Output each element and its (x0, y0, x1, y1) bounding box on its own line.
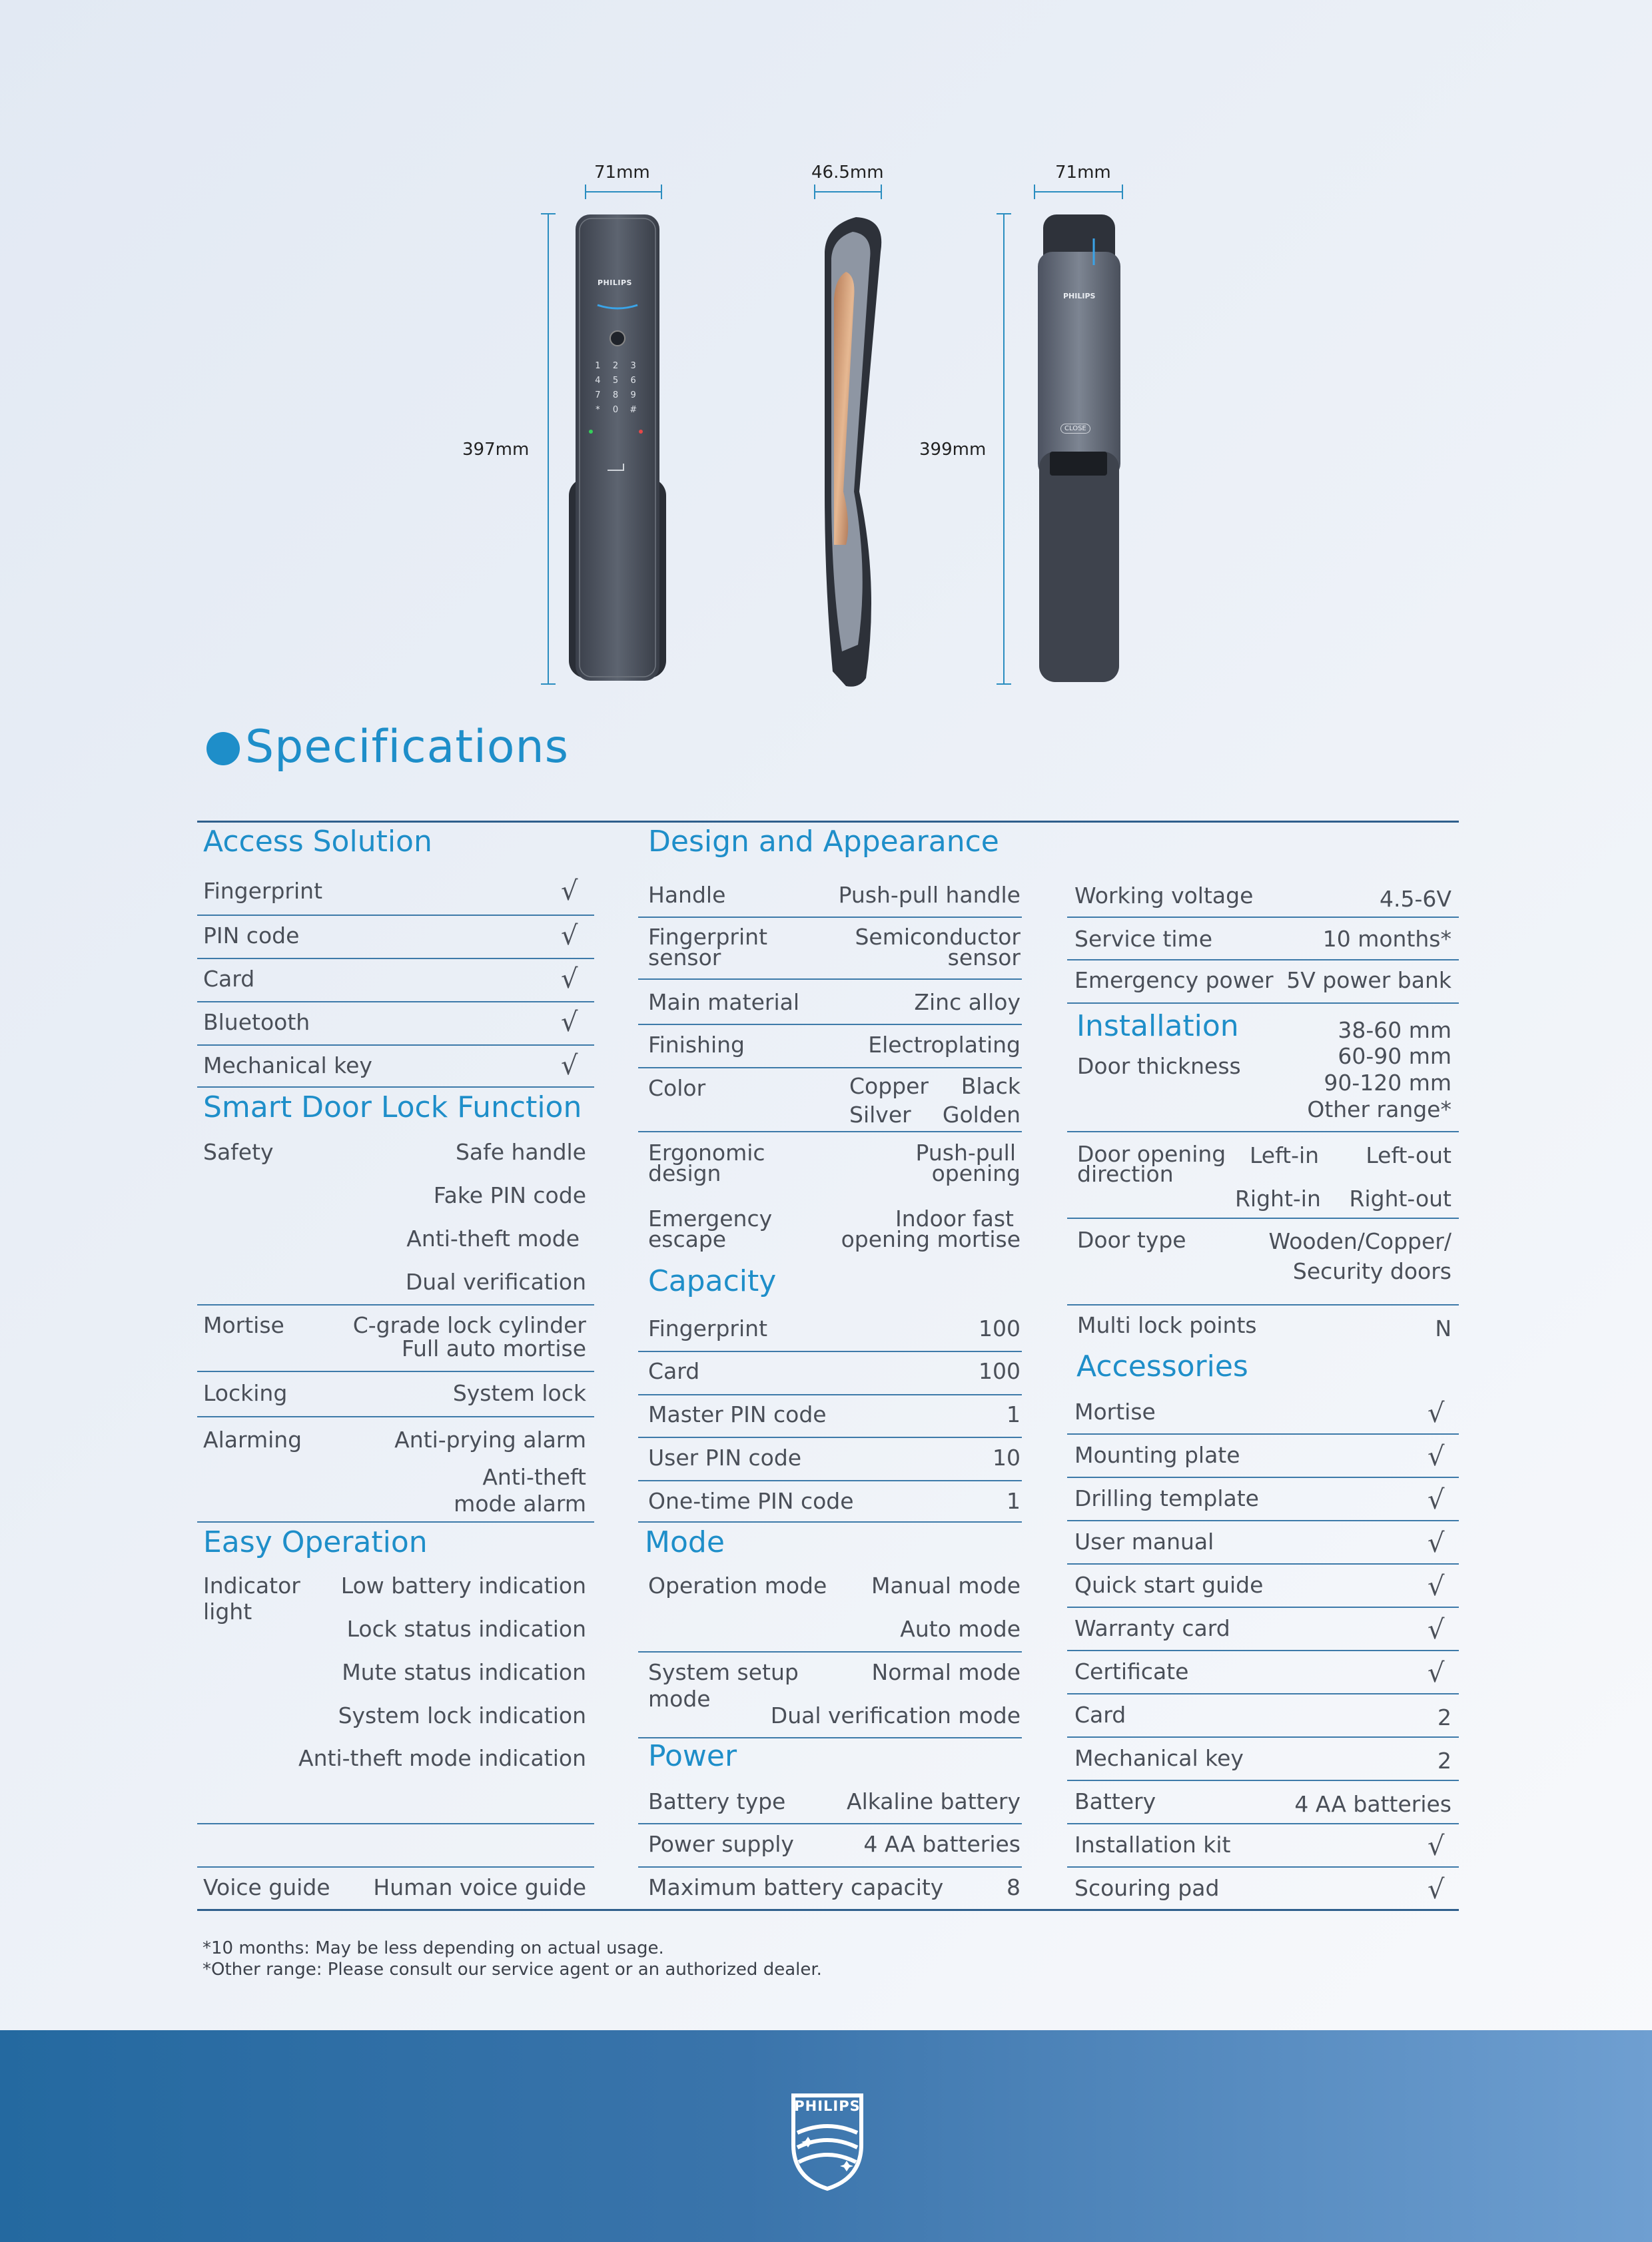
accessories-heading: Accessories (1076, 1349, 1248, 1383)
check-icon: √ (1428, 1658, 1445, 1688)
access-fingerprint: Fingerprint (203, 878, 323, 904)
mortise-label: Mortise (203, 1312, 284, 1338)
row-divider (638, 1024, 1022, 1025)
keypad-key[interactable]: 4 (595, 376, 601, 386)
opening-label: Door opening (1077, 1141, 1226, 1167)
row-divider (638, 1823, 1022, 1824)
row-divider (197, 1371, 594, 1372)
front-height-label: 397mm (462, 440, 530, 460)
keypad-key[interactable]: 7 (595, 390, 601, 400)
row-divider (197, 1866, 594, 1868)
table-bottom-rule (197, 1909, 1459, 1911)
thickness-value: 60-90 mm (1338, 1043, 1451, 1069)
opening-label: direction (1077, 1161, 1174, 1187)
alarming-value: mode alarm (454, 1491, 586, 1517)
mortise-value: C-grade lock cylinder (352, 1312, 586, 1338)
accessory-value: 4 AA batteries (1294, 1791, 1451, 1817)
row-divider (638, 1067, 1022, 1068)
accessory-label: Scouring pad (1074, 1875, 1220, 1901)
lock-side-image (819, 212, 893, 691)
row-divider (197, 915, 594, 916)
row-divider (1067, 1650, 1459, 1651)
row-divider (1067, 959, 1459, 960)
footnote: *Other range: Please consult our service agent or an authorized dealer. (203, 1960, 822, 1980)
operation-mode-value: Manual mode (871, 1573, 1021, 1599)
row-divider (1067, 917, 1459, 918)
lock-back-image (1036, 212, 1122, 686)
check-icon: √ (1428, 1615, 1445, 1645)
keypad-key[interactable]: 2 (612, 361, 619, 371)
bullet-icon (206, 732, 240, 765)
capacity-label: Fingerprint (648, 1315, 768, 1341)
indicator-value: Anti-theft mode indication (298, 1745, 586, 1771)
page-title: Specifications (245, 721, 570, 773)
accessory-label: Certificate (1074, 1659, 1189, 1684)
indicator-label: Indicator (203, 1573, 300, 1599)
operation-mode-value: Auto mode (900, 1616, 1021, 1642)
ergonomic-value: Push-pull (915, 1140, 1016, 1166)
electrical-label: Working voltage (1074, 883, 1254, 909)
finishing-value: Electroplating (868, 1032, 1021, 1058)
opening-value: Left-out (1366, 1142, 1451, 1168)
fp-sensor-label: sensor (648, 944, 721, 970)
check-icon: √ (1428, 1441, 1445, 1472)
row-divider (1067, 1131, 1459, 1132)
fp-sensor-value: Semiconductor (855, 924, 1021, 950)
door-type-value: Wooden/Copper/ (1268, 1228, 1451, 1254)
row-divider (1067, 1563, 1459, 1565)
row-divider (638, 1866, 1022, 1868)
check-icon: √ (1428, 1571, 1445, 1602)
accessory-value: 2 (1438, 1748, 1451, 1774)
electrical-label: Service time (1074, 926, 1213, 952)
setup-mode-value: Normal mode (871, 1659, 1021, 1685)
front-width-label: 71mm (594, 163, 650, 183)
accessory-label: User manual (1074, 1529, 1214, 1555)
color-value: Golden (942, 1102, 1021, 1128)
escape-label: Emergency (648, 1206, 773, 1232)
color-value: Black (961, 1073, 1021, 1099)
safety-value: Anti-theft mode (406, 1226, 580, 1252)
color-value: Copper (849, 1073, 929, 1099)
table-top-rule (197, 821, 1459, 823)
escape-label: escape (648, 1226, 727, 1252)
ergonomic-label: design (648, 1160, 721, 1186)
safety-value: Safe handle (455, 1139, 586, 1165)
electrical-label: Emergency power (1074, 967, 1274, 993)
row-divider (197, 958, 594, 959)
back-height-label: 399mm (919, 440, 987, 460)
indicator-value: Mute status indication (342, 1659, 586, 1685)
check-icon: √ (561, 876, 578, 907)
row-divider (197, 1086, 594, 1088)
power-label: Power supply (648, 1831, 794, 1857)
multi-lock-label: Multi lock points (1077, 1312, 1257, 1338)
smart-heading: Smart Door Lock Function (203, 1090, 582, 1124)
safety-value: Dual verification (405, 1269, 586, 1295)
row-divider (1067, 1218, 1459, 1219)
power-value: 8 (1007, 1874, 1021, 1900)
thickness-value: 38-60 mm (1338, 1017, 1451, 1043)
indicator-value: Lock status indication (346, 1616, 586, 1642)
row-divider (638, 1351, 1022, 1352)
accessory-label: Installation kit (1074, 1832, 1231, 1858)
opening-value: Right-in (1235, 1186, 1321, 1212)
front-height-line (548, 213, 549, 685)
accessory-value: 2 (1438, 1704, 1451, 1730)
row-divider (638, 978, 1022, 980)
footnote: *10 months: May be less depending on actual usage. (203, 1938, 664, 1958)
electrical-value: 4.5-6V (1380, 886, 1451, 912)
thickness-value: Other range* (1307, 1096, 1451, 1122)
row-divider (638, 1394, 1022, 1395)
keypad-key[interactable]: 6 (630, 376, 636, 386)
locking-label: Locking (203, 1380, 288, 1406)
row-divider (197, 1823, 594, 1824)
setup-mode-label: System setup (648, 1659, 799, 1685)
electrical-value: 10 months* (1322, 926, 1451, 952)
row-divider (638, 1521, 1022, 1523)
close-button-label[interactable]: CLOSE (1060, 424, 1090, 434)
escape-value: Indoor fast (895, 1206, 1014, 1232)
check-icon: √ (1428, 1398, 1445, 1429)
back-width-line (1034, 191, 1123, 192)
capacity-value: 100 (979, 1315, 1021, 1341)
row-divider (1067, 1477, 1459, 1478)
capacity-value: 100 (979, 1358, 1021, 1384)
row-divider (1067, 1520, 1459, 1521)
back-height-line (1003, 213, 1005, 685)
handle-value: Push-pull handle (838, 882, 1021, 908)
row-divider (1067, 1304, 1459, 1306)
escape-value: opening mortise (841, 1226, 1021, 1252)
easy-heading: Easy Operation (203, 1525, 428, 1559)
capacity-value: 10 (993, 1445, 1021, 1471)
handle-label: Handle (648, 882, 726, 908)
capacity-heading: Capacity (648, 1264, 777, 1298)
installation-heading: Installation (1076, 1009, 1239, 1043)
opening-value: Right-out (1349, 1186, 1451, 1212)
front-brand-label: PHILIPS (598, 278, 632, 287)
row-divider (638, 1131, 1022, 1132)
indicator-label: light (203, 1599, 252, 1625)
row-divider (197, 1521, 594, 1523)
check-icon: √ (561, 921, 578, 951)
power-label: Battery type (648, 1788, 786, 1814)
power-label: Maximum battery capacity (648, 1874, 944, 1900)
keypad (589, 361, 642, 415)
access-card: Card (203, 966, 255, 992)
thickness-value: 90-120 mm (1324, 1070, 1451, 1096)
footer-band (0, 2030, 1652, 2242)
side-depth-label: 46.5mm (811, 163, 884, 183)
voice-value: Human voice guide (373, 1874, 586, 1900)
check-icon: √ (1428, 1485, 1445, 1515)
row-divider (1067, 1433, 1459, 1435)
capacity-label: Master PIN code (648, 1401, 827, 1427)
operation-mode-label: Operation mode (648, 1573, 827, 1599)
footer-brand: PHILIPS (794, 2098, 861, 2114)
thickness-label: Door thickness (1077, 1053, 1241, 1079)
keypad-key[interactable]: 5 (612, 376, 619, 386)
access-heading: Access Solution (203, 825, 432, 859)
keypad-key[interactable]: 9 (630, 390, 636, 400)
accessory-label: Mounting plate (1074, 1442, 1240, 1468)
back-width-label: 71mm (1055, 163, 1111, 183)
row-divider (197, 1304, 594, 1306)
keypad-key[interactable]: # (629, 405, 637, 415)
keypad-key[interactable]: 0 (612, 405, 619, 415)
color-value: Silver (849, 1102, 911, 1128)
accessory-label: Battery (1074, 1788, 1156, 1814)
check-icon: √ (561, 1050, 578, 1081)
power-value: Alkaline battery (847, 1788, 1021, 1814)
capacity-label: User PIN code (648, 1445, 802, 1471)
capacity-value: 1 (1007, 1488, 1021, 1514)
access-pin-code: PIN code (203, 923, 300, 948)
access-mechanical-key: Mechanical key (203, 1052, 372, 1078)
row-divider (197, 1044, 594, 1046)
locking-value: System lock (452, 1380, 586, 1406)
material-label: Main material (648, 989, 800, 1015)
electrical-value: 5V power bank (1286, 967, 1451, 993)
setup-mode-value: Dual verification mode (770, 1702, 1021, 1728)
fp-sensor-label: Fingerprint (648, 924, 768, 950)
keypad-key[interactable]: * (596, 405, 600, 415)
accessory-label: Card (1074, 1702, 1126, 1728)
alarming-label: Alarming (203, 1427, 302, 1453)
multi-lock-value: N (1435, 1315, 1451, 1341)
keypad-key[interactable]: 1 (595, 361, 601, 371)
row-divider (1067, 1866, 1459, 1868)
power-value: 4 AA batteries (863, 1831, 1021, 1857)
row-divider (1067, 1780, 1459, 1781)
row-divider (638, 1480, 1022, 1481)
alarming-value: Anti-prying alarm (394, 1427, 586, 1453)
setup-mode-label: mode (648, 1686, 711, 1712)
row-divider (638, 1737, 1022, 1738)
material-value: Zinc alloy (914, 989, 1021, 1015)
check-icon: √ (561, 1007, 578, 1038)
capacity-value: 1 (1007, 1401, 1021, 1427)
keypad-key[interactable]: 8 (612, 390, 619, 400)
check-icon: √ (561, 964, 578, 994)
row-divider (638, 1437, 1022, 1438)
accessory-label: Warranty card (1074, 1615, 1230, 1641)
row-divider (1067, 1693, 1459, 1694)
indicator-value: Low battery indication (340, 1573, 586, 1599)
door-type-value: Security doors (1292, 1258, 1451, 1284)
accessory-label: Quick start guide (1074, 1572, 1264, 1598)
safety-label: Safety (203, 1139, 274, 1165)
check-icon: √ (1428, 1874, 1445, 1905)
capacity-label: One-time PIN code (648, 1488, 854, 1514)
keypad-key[interactable]: 3 (630, 361, 636, 371)
row-divider (1067, 1607, 1459, 1608)
power-heading: Power (648, 1739, 737, 1773)
accessory-label: Mortise (1074, 1399, 1156, 1425)
color-label: Color (648, 1075, 706, 1101)
mortise-value: Full auto mortise (401, 1335, 586, 1361)
row-divider (638, 917, 1022, 918)
front-width-line (585, 191, 662, 192)
accessory-label: Drilling template (1074, 1485, 1259, 1511)
row-divider (197, 1416, 594, 1417)
fp-sensor-value: sensor (947, 944, 1021, 970)
voice-label: Voice guide (203, 1874, 330, 1900)
design-heading: Design and Appearance (648, 825, 999, 859)
row-divider (638, 1651, 1022, 1653)
back-brand-label: PHILIPS (1063, 292, 1096, 300)
row-divider (1067, 1736, 1459, 1738)
ergonomic-value: opening (931, 1160, 1021, 1186)
indicator-value: System lock indication (338, 1702, 586, 1728)
accessory-label: Mechanical key (1074, 1745, 1244, 1771)
check-icon: √ (1428, 1831, 1445, 1862)
row-divider (197, 1001, 594, 1002)
access-bluetooth: Bluetooth (203, 1009, 310, 1035)
alarming-value: Anti-theft (482, 1464, 586, 1490)
capacity-label: Card (648, 1358, 700, 1384)
door-type-label: Door type (1077, 1227, 1186, 1253)
ergonomic-label: Ergonomic (648, 1140, 765, 1166)
finishing-label: Finishing (648, 1032, 745, 1058)
mode-heading: Mode (645, 1525, 725, 1559)
safety-value: Fake PIN code (433, 1182, 586, 1208)
row-divider (1067, 1002, 1459, 1004)
check-icon: √ (1428, 1528, 1445, 1559)
opening-value: Left-in (1250, 1142, 1320, 1168)
side-depth-line (814, 191, 882, 192)
row-divider (1067, 1823, 1459, 1824)
